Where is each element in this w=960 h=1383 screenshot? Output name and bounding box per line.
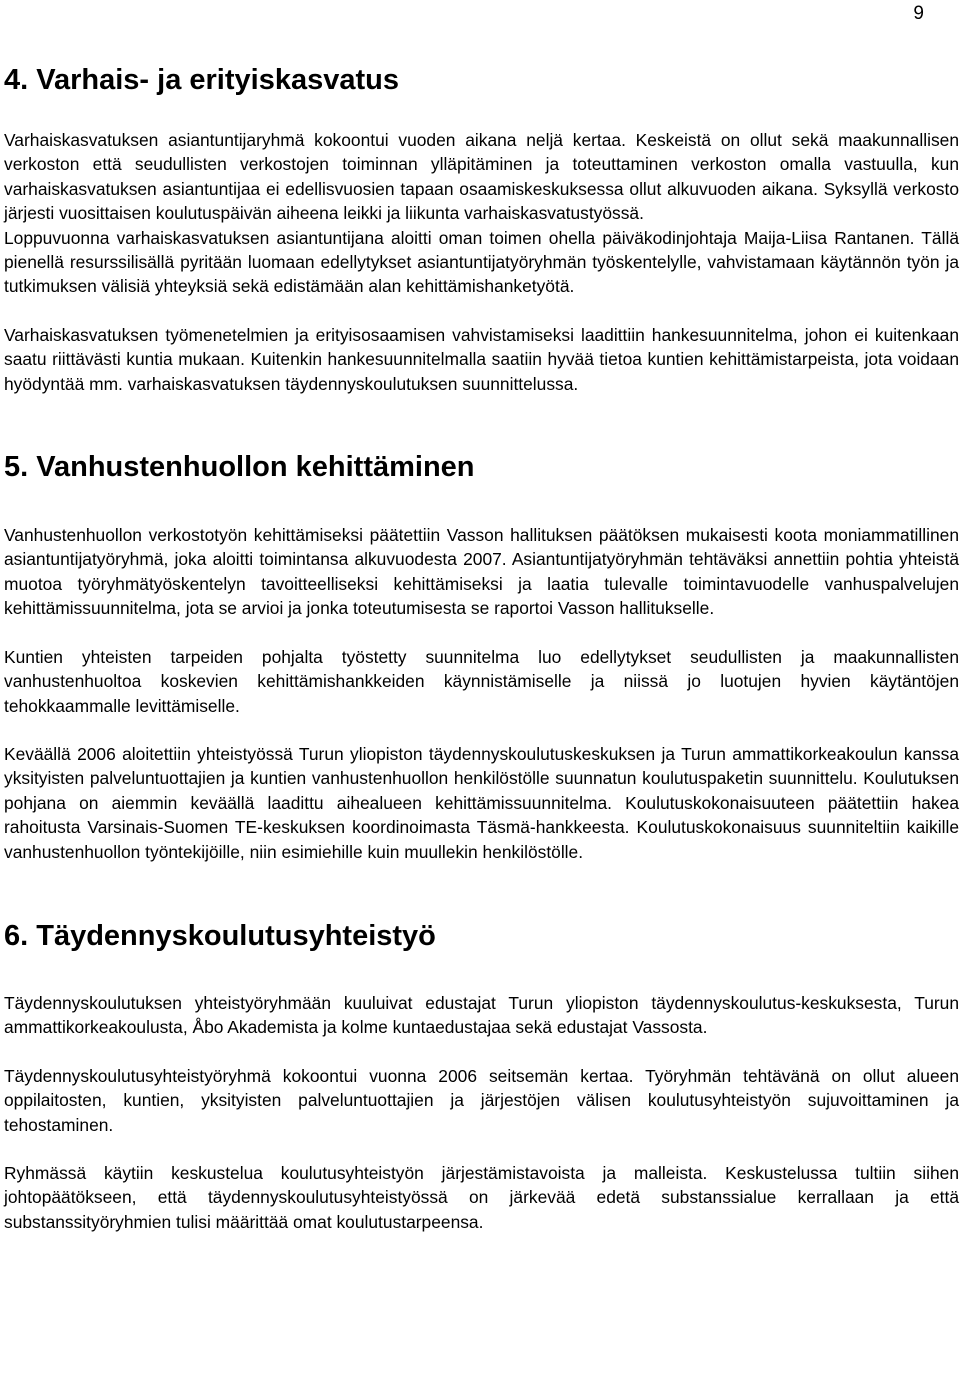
paragraph: Varhaiskasvatuksen asiantuntijaryhmä kokoontui vuoden aikana neljä kertaa. Keskeistä on ollut sekä maakunnallisen verkoston että seudullisten verkostojen toiminnan ylläpitäminen ja toteuttaminen verkoston omalla vastuulla, kun varhaiskasvatuksen asiantuntijaa ei edellisvuosien tapaan osaamiskeskuksessa ollut alkuvuoden aikana. Syksyllä verkosto järjesti vuosittaisen koulutuspäivän aiheena leikki ja liikunta varhaiskasvatustyössä. — [4, 130, 959, 224]
paragraph: Varhaiskasvatuksen työmenetelmien ja erityisosaamisen vahvistamiseksi laadittiin hankesuunnitelma, johon ei kuitenkaan saatu riittävästi kuntia mukaan. Kuitenkin hankesuunnitelmalla saatiin hyvää tietoa kuntien kehittämistarpeista, jota voidaan hyödyntää mm. varhaiskasvatuksen täydennyskoulutuksen suunnittelussa. — [4, 324, 959, 394]
paragraph: Täydennyskoulutuksen yhteistyöryhmään kuuluivat edustajat Turun yliopiston täydennyskoulutus-keskuksesta, Turun ammattikorkeakoulusta, Åbo Akademista ja kolme kuntaedustajaa sekä edustajat Vassosta. — [4, 992, 959, 1038]
document-body — [4, 0, 959, 1234]
paragraph: Täydennyskoulutusyhteistyöryhmä kokoontui vuonna 2006 seitsemän kertaa. Työryhmän tehtävänä on ollut alueen oppilaitosten, kuntien, yksityisten palveluntuottajien ja järjestöjen välisen koulutusyhteistyön sujuvoittaminen ja tehostaminen. — [4, 1065, 959, 1135]
section-heading-5: 5. Vanhustenhuollon kehittäminen — [4, 451, 475, 484]
paragraph: Kuntien yhteisten tarpeiden pohjalta työstetty suunnitelma luo edellytykset seudullisten ja maakunnallisten vanhustenhuoltoa koskevien kehittämishankkeiden käynnistämiselle ja niissä jo luotujen hyvien käytäntöjen tehokkaammalle levittämiselle. — [4, 646, 959, 716]
paragraph: Vanhustenhuollon verkostotyön kehittämiseksi päätettiin Vasson hallituksen päätöksen mukaisesti koota moniammatillinen asiantuntijatyöryhmä, joka aloitti toimintansa alkuvuodesta 2007. Asiantuntijatyöryhmän tehtäväksi annettiin pohtia yhteistä muotoa työryhmätyöskentelyn tavoitteelliseksi kehittämiseksi ja laatia tulevalle toimintavuodelle vanhuspalvelujen kehittämissuunnitelma, jota se arvioi ja jonka toteutumisesta se raportoi Vasson hallitukselle. — [4, 525, 959, 619]
paragraph: Loppuvuonna varhaiskasvatuksen asiantuntijana aloitti oman toimen ohella päiväkodinjohtaja Maija-Liisa Rantanen. Tällä pienellä resurssilisällä pyritään luomaan edellytykset asiantuntijatyöryhmän työskentelylle, vahvistamaan käytännön työn ja tutkimuksen välisiä yhteyksiä sekä edistämään alan kehittämishanketyötä. — [4, 227, 959, 297]
page-number: 9 — [913, 3, 924, 24]
paragraph: Keväällä 2006 aloitettiin yhteistyössä Turun yliopiston täydennyskoulutuskeskuksen ja Turun ammattikorkeakoulun kanssa yksityisten palveluntuottajien ja kuntien vanhustenhuollon henkilöstölle suunnatun koulutuspaketin suunnittelu. Koulutuksen pohjana on aiemmin keväällä laadittu aihealueen kehittämissuunnitelma. Koulutuskokonaisuuteen päätettiin hakea rahoitusta Varsinais-Suomen TE-keskuksen koordinoimasta Täsmä-hankkeesta. Koulutuskokonaisuus suunniteltiin kaikille vanhustenhuollon työntekijöille, niin esimiehille kuin muullekin henkilöstölle. — [4, 743, 959, 862]
section-heading-4: 4. Varhais- ja erityiskasvatus — [4, 64, 399, 96]
section-heading-6: 6. Täydennyskoulutusyhteistyö — [4, 919, 436, 952]
paragraph: Ryhmässä käytiin keskustelua koulutusyhteistyön järjestämistavoista ja malleista. Keskustelussa tultiin siihen johtopäätökseen, että täydennyskoulutusyhteistyössä on järkevää edetä substanssialue kerrallaan ja että substanssityöryhmien tulisi määrittää omat koulutustarpeensa. — [4, 1162, 959, 1232]
